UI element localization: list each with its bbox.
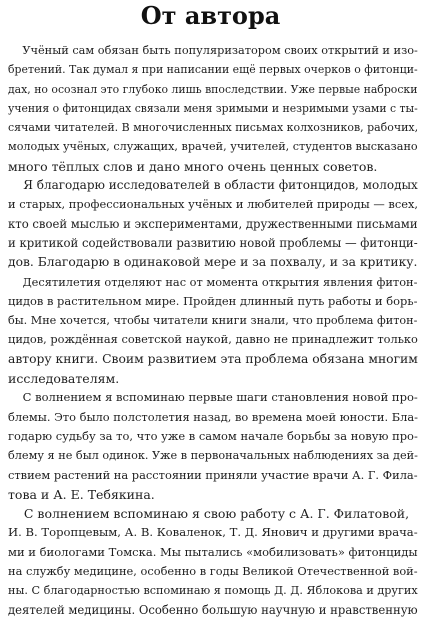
text-line: ствием растений на расстоянии приняли участие врачи А. Г. Фила- — [8, 467, 418, 482]
body-text — [8, 41, 418, 620]
text-line: исследователям. — [8, 371, 120, 387]
text-line: кто своей мыслью и экспериментами, дружественными письмами — [8, 216, 418, 231]
text-line: Десятилетия отделяют нас от момента открытия явления фитон- — [8, 274, 418, 289]
text-line: Учёный сам обязан быть популяризатором своих открытий и изо- — [8, 44, 418, 57]
text-line: цидов в растительном мире. Пройден длинный путь работы и борь- — [8, 293, 418, 308]
text-line: годарю судьбу за то, что уже в самом начале борьбы за новую про- — [8, 428, 418, 443]
text-line: сячами читателей. В многочисленных письмах колхозников, рабочих, — [8, 121, 418, 135]
text-line: С волнением я вспоминаю первые шаги становления новой про- — [8, 390, 418, 405]
text-line: на службу медицине, особенно в годы Великой Отечественной вой- — [8, 564, 418, 579]
text-line: и критикой содействовали развитию новой проблемы — фитонци- — [8, 235, 418, 250]
text-line: молодых учёных, служащих, врачей, учителей, студентов высказано — [8, 140, 418, 154]
text-line: бы. Мне хочется, чтобы читатели книги знали, что проблема фитон- — [8, 314, 418, 328]
text-line: автору книги. Своим развитием эта проблема обязана многим — [8, 351, 418, 366]
page-title: От автора — [140, 1, 281, 30]
text-line: това и А. Е. Тебякина. — [8, 486, 155, 502]
text-line: учения о фитонцидах связали меня зримыми и незримыми узами с ты- — [8, 101, 418, 115]
text-line: С волнением вспоминаю я свою работу с А. Г. Филатовой, — [8, 506, 410, 522]
text-line: блему я не был одинок. Уже в первоначальных наблюдениях за дей- — [8, 449, 418, 463]
text-line: Я благодарю исследователей в области фитонцидов, молодых — [8, 178, 418, 193]
text-line: дов. Благодарю в одинаковой мере и за похвалу, и за критику. — [8, 255, 418, 270]
text-line: дах, но осознал это глубоко лишь впоследствии. Уже первые наброски — [8, 82, 418, 96]
text-line: блемы. Это было полстолетия назад, во времена моей юности. Бла- — [8, 409, 418, 424]
text-line: много тёплых слов и дано много очень ценных советов. — [8, 158, 378, 174]
text-line: И. В. Торопцевым, А. В. Коваленок, Т. Д. Янович и другими врача- — [8, 525, 418, 540]
text-line: ми и биологами Томска. Мы пытались «мобилизовать» фитонциды — [8, 544, 418, 559]
text-line: деятелей медицины. Особенно большую научную и нравственную — [8, 602, 418, 617]
text-line: и старых, профессиональных учёных и любителей природы — всех, — [8, 197, 418, 212]
text-line: ны. С благодарностью вспоминаю я помощь Д. Д. Яблокова и других — [8, 584, 418, 598]
text-line: цидов, рождённая советской наукой, давно не принадлежит только — [8, 332, 418, 347]
text-line: бретений. Так думал я при написании ещё первых очерков о фитонци- — [8, 63, 418, 77]
